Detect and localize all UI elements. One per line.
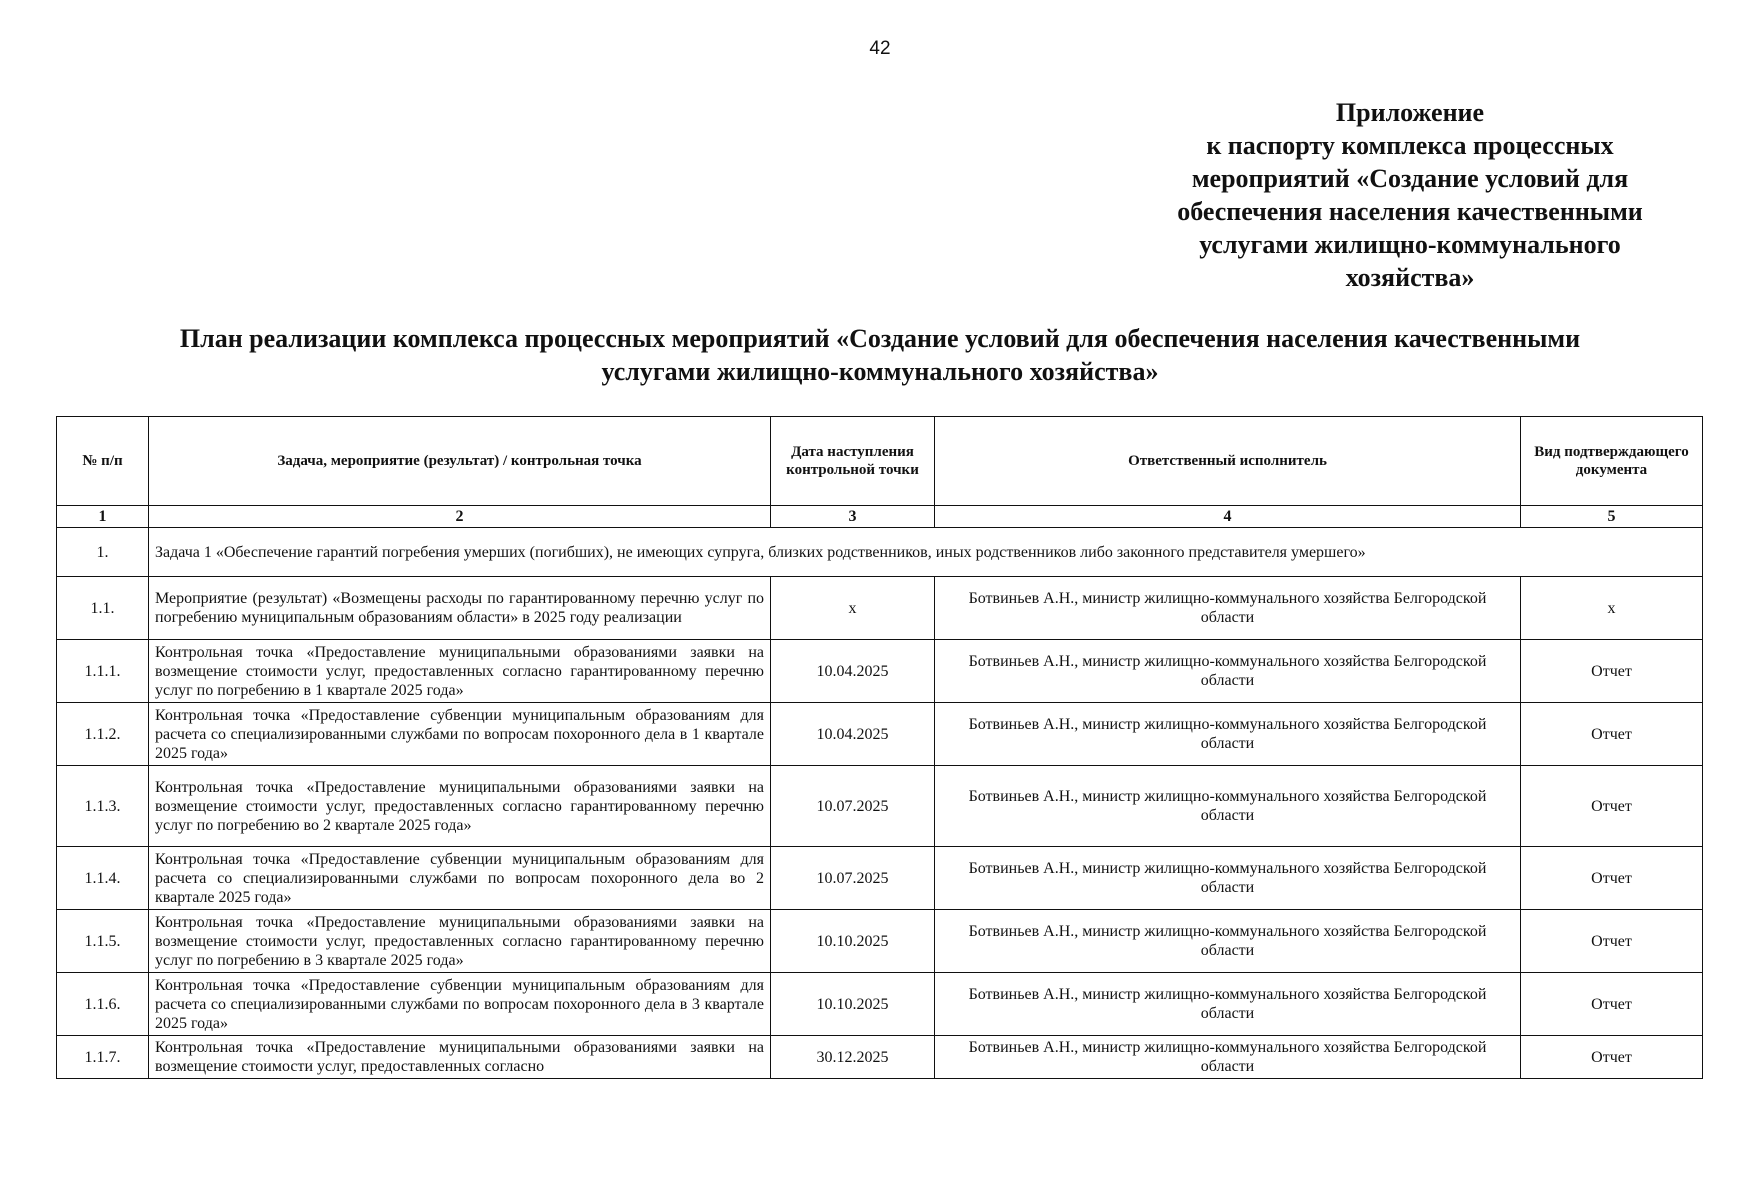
plan-title-line: услугами жилищно-коммунального хозяйства» <box>601 357 1159 386</box>
row-number: 1.1.6. <box>57 973 149 1036</box>
header-document: Вид подтверждающего документа <box>1521 417 1703 506</box>
row-number: 1.1.7. <box>57 1036 149 1079</box>
row-number: 1.1. <box>57 577 149 640</box>
row-number: 1.1.4. <box>57 847 149 910</box>
header-number: № п/п <box>57 417 149 506</box>
row-responsible: Ботвиньев А.Н., министр жилищно-коммунального хозяйства Белгородской области <box>935 910 1521 973</box>
table-row <box>57 973 1703 1036</box>
plan-title <box>60 322 1700 388</box>
appendix-line: хозяйства» <box>1345 263 1475 292</box>
table-row <box>57 577 1703 640</box>
plan-table <box>56 416 1703 1079</box>
appendix-line: Приложение <box>1335 98 1485 127</box>
table-row <box>57 910 1703 973</box>
column-number: 1 <box>57 506 149 528</box>
page-number: 42 <box>869 38 891 59</box>
row-date: 10.04.2025 <box>771 640 935 703</box>
header-task: Задача, мероприятие (результат) / контрольная точка <box>149 417 771 506</box>
task-row <box>57 528 1703 577</box>
row-responsible: Ботвиньев А.Н., министр жилищно-коммунального хозяйства Белгородской области <box>935 703 1521 766</box>
row-date: 10.10.2025 <box>771 973 935 1036</box>
row-date: 10.07.2025 <box>771 847 935 910</box>
row-date: 10.07.2025 <box>771 766 935 847</box>
column-number: 5 <box>1521 506 1703 528</box>
column-number-row <box>57 506 1703 528</box>
row-responsible: Ботвиньев А.Н., министр жилищно-коммунального хозяйства Белгородской области <box>935 847 1521 910</box>
row-number: 1.1.2. <box>57 703 149 766</box>
column-number: 3 <box>771 506 935 528</box>
table-row <box>57 703 1703 766</box>
row-document: x <box>1521 577 1703 640</box>
row-number: 1.1.3. <box>57 766 149 847</box>
column-number: 4 <box>935 506 1521 528</box>
row-document: Отчет <box>1521 766 1703 847</box>
plan-title-line: План реализации комплекса процессных мероприятий «Создание условий для обеспечения населения качественными <box>179 324 1581 353</box>
appendix-line: обеспечения населения качественными <box>1177 197 1643 226</box>
row-text: Контрольная точка «Предоставление субвенции муниципальным образованиям для расчета со специализированными службами по вопросам похоронного дела в 3 квартале 2025 года» <box>149 973 771 1036</box>
header-date: Дата наступления контрольной точки <box>771 417 935 506</box>
row-text: Контрольная точка «Предоставление субвенции муниципальным образованиям для расчета со специализированными службами по вопросам похоронного дела во 2 квартале 2025 года» <box>149 847 771 910</box>
row-date: 10.10.2025 <box>771 910 935 973</box>
row-responsible: Ботвиньев А.Н., министр жилищно-коммунального хозяйства Белгородской области <box>935 1036 1521 1079</box>
appendix-line: к паспорту комплекса процессных <box>1206 131 1614 160</box>
row-number: 1. <box>57 528 149 577</box>
row-document: Отчет <box>1521 703 1703 766</box>
row-document: Отчет <box>1521 1036 1703 1079</box>
table-row <box>57 847 1703 910</box>
appendix-line: услугами жилищно-коммунального <box>1199 230 1621 259</box>
row-document: Отчет <box>1521 847 1703 910</box>
row-responsible: Ботвиньев А.Н., министр жилищно-коммунального хозяйства Белгородской области <box>935 577 1521 640</box>
row-text: Контрольная точка «Предоставление муниципальными образованиями заявки на возмещение стоимости услуг, предоставленных согласно <box>149 1036 771 1079</box>
table-row <box>57 766 1703 847</box>
row-text: Контрольная точка «Предоставление муниципальными образованиями заявки на возмещение стоимости услуг, предоставленных согласно гарантированному перечню услуг по погребению в 3 квартале 2025 года» <box>149 910 771 973</box>
appendix-heading <box>1140 96 1680 294</box>
row-responsible: Ботвиньев А.Н., министр жилищно-коммунального хозяйства Белгородской области <box>935 766 1521 847</box>
header-responsible: Ответственный исполнитель <box>935 417 1521 506</box>
table-row <box>57 1036 1703 1079</box>
column-number: 2 <box>149 506 771 528</box>
row-document: Отчет <box>1521 973 1703 1036</box>
table-row <box>57 640 1703 703</box>
table-header-row <box>57 417 1703 506</box>
row-number: 1.1.5. <box>57 910 149 973</box>
row-date: 10.04.2025 <box>771 703 935 766</box>
row-date: x <box>771 577 935 640</box>
row-text: Контрольная точка «Предоставление муниципальными образованиями заявки на возмещение стоимости услуг, предоставленных согласно гарантированному перечню услуг по погребению в 1 квартале 2025 года» <box>149 640 771 703</box>
row-document: Отчет <box>1521 910 1703 973</box>
row-date: 30.12.2025 <box>771 1036 935 1079</box>
row-document: Отчет <box>1521 640 1703 703</box>
row-text: Контрольная точка «Предоставление субвенции муниципальным образованиям для расчета со специализированными службами по вопросам похоронного дела в 1 квартале 2025 года» <box>149 703 771 766</box>
task-text: Задача 1 «Обеспечение гарантий погребения умерших (погибших), не имеющих супруга, близких родственников, иных родственников либо законного представителя умершего» <box>149 528 1703 577</box>
row-text: Мероприятие (результат) «Возмещены расходы по гарантированному перечню услуг по погребению муниципальным образованиям области» в 2025 году реализации <box>149 577 771 640</box>
row-text: Контрольная точка «Предоставление муниципальными образованиями заявки на возмещение стоимости услуг, предоставленных согласно гарантированному перечню услуг по погребению во 2 квартале 2025 года» <box>149 766 771 847</box>
appendix-line: мероприятий «Создание условий для <box>1191 164 1629 193</box>
row-number: 1.1.1. <box>57 640 149 703</box>
row-responsible: Ботвиньев А.Н., министр жилищно-коммунального хозяйства Белгородской области <box>935 973 1521 1036</box>
row-responsible: Ботвиньев А.Н., министр жилищно-коммунального хозяйства Белгородской области <box>935 640 1521 703</box>
